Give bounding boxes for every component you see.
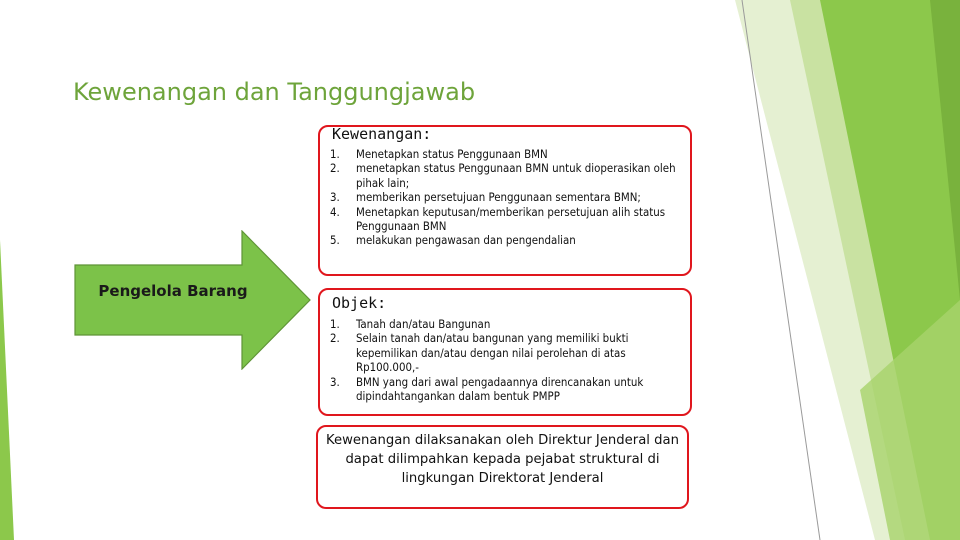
authority-list: [330, 147, 676, 248]
authority-heading: Kewenangan:: [332, 125, 432, 143]
item-number: 5.: [330, 233, 340, 248]
note-box: [316, 425, 689, 509]
object-box: [318, 288, 692, 416]
item-text: memberikan persetujuan Penggunaan sementara BMN;: [356, 190, 641, 205]
list-item: [330, 317, 676, 331]
item-number: 1.: [330, 147, 340, 161]
item-number: 3.: [330, 190, 340, 205]
arrow-label: Pengelola Barang: [98, 282, 248, 300]
item-text: Menetapkan status Penggunaan BMN: [356, 147, 548, 161]
list-item: [330, 161, 676, 190]
item-text: melakukan pengawasan dan pengendalian: [356, 233, 576, 248]
item-text: Selain tanah dan/atau bangunan yang memiliki bukti kepemilikan dan/atau dengan nilai perolehan di atas Rp100.000,-: [356, 331, 629, 375]
item-text: menetapkan status Penggunaan BMN untuk dioperasikan oleh pihak lain;: [356, 161, 676, 190]
item-text: Menetapkan keputusan/memberikan persetujuan alih status Penggunaan BMN: [356, 204, 666, 234]
item-text: BMN yang dari awal pengadaannya direncanakan untuk dipindahtangankan dalam bentuk PMPP: [356, 374, 644, 404]
slide-title: Kewenangan dan Tanggungjawab: [73, 78, 476, 106]
list-item: [330, 331, 676, 374]
arrow-right-shape: [74, 230, 314, 370]
object-heading: Objek:: [332, 294, 387, 312]
list-item: [330, 190, 676, 204]
authority-box: [318, 125, 692, 276]
list-item: [330, 147, 676, 161]
list-item: [330, 375, 676, 404]
list-item: [330, 233, 676, 247]
item-number: 1.: [330, 317, 340, 331]
object-list: [330, 317, 676, 403]
left-green-triangle: [0, 240, 14, 540]
item-text: Tanah dan/atau Bangunan: [356, 317, 491, 331]
item-number: 2.: [330, 331, 340, 346]
item-number: 4.: [330, 204, 340, 219]
item-number: 2.: [330, 161, 340, 176]
list-item: [330, 205, 676, 234]
note-text: Kewenangan dilaksanakan oleh Direktur Jenderal dan dapat dilimpahkan kepada pejabat struktural di lingkungan Direktorat Jenderal: [326, 433, 679, 486]
item-number: 3.: [330, 374, 340, 389]
